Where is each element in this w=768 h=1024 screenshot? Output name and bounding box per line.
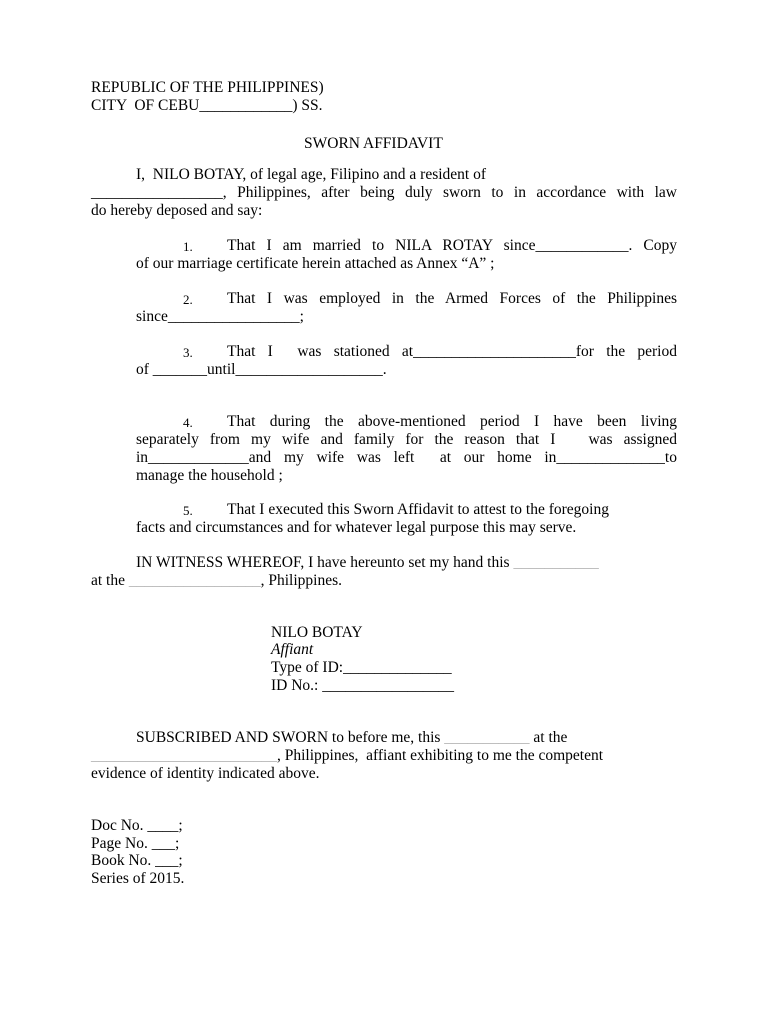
jurat-at-the: at the: [529, 729, 568, 746]
witness-place-suffix: , Philippines.: [260, 572, 343, 589]
jurat-text: SUBSCRIBED AND SWORN to before me, this: [136, 729, 445, 746]
item-number-1: 1.: [183, 239, 193, 254]
item-4-line-1: That during the above-mentioned period I have been living: [227, 413, 677, 430]
affiant-type-of-id: Type of ID:______________: [271, 659, 452, 676]
jurat-line-3: evidence of identity indicated above.: [91, 765, 320, 782]
witness-at-the: at the: [91, 572, 129, 589]
item-5-line-2: facts and circumstances and for whatever legal purpose this may serve.: [136, 519, 577, 536]
affiant-id-no: ID No.: _________________: [271, 677, 454, 694]
item-5-line-1: That I executed this Sworn Affidavit to attest to the foregoing: [227, 501, 609, 518]
item-number-5: 5.: [183, 503, 193, 518]
witness-line-1: [136, 554, 599, 572]
item-2-line-2: since_________________;: [136, 308, 304, 325]
series-year: Series of 2015.: [91, 870, 185, 887]
item-number-4: 4.: [183, 415, 193, 430]
header-city: CITY OF CEBU____________) SS.: [91, 97, 323, 114]
intro-line-2: _________________, Philippines, after being duly sworn to in accordance with law: [91, 184, 677, 201]
page-no: Page No. ___;: [91, 835, 180, 852]
intro-line-1: I, NILO BOTAY, of legal age, Filipino and a resident of: [136, 166, 487, 183]
jurat-date-blank: ___________: [444, 729, 530, 746]
affiant-name: NILO BOTAY: [271, 624, 363, 641]
item-3-line-1: That I was stationed at_____________________for the period: [227, 343, 677, 360]
item-number-2: 2.: [183, 292, 193, 307]
jurat-line-2: [91, 747, 603, 765]
book-no: Book No. ___;: [91, 852, 183, 869]
item-2-line-1: That I was employed in the Armed Forces of the Philippines: [227, 290, 677, 307]
affiant-role: Affiant: [271, 641, 314, 658]
item-4-line-2: separately from my wife and family for the reason that I was assigned: [136, 431, 677, 448]
item-1-line-1: That I am married to NILA ROTAY since____________. Copy: [227, 237, 677, 254]
item-4-line-3: in_____________and my wife was left at our home in______________to: [136, 449, 677, 466]
jurat-place-suffix: , Philippines, affiant exhibiting to me the competent: [277, 747, 604, 764]
item-3-line-2: of _______until___________________.: [136, 361, 387, 378]
item-4-line-4: manage the household ;: [136, 467, 283, 484]
witness-date-blank: ___________: [513, 554, 599, 571]
document-title: SWORN AFFIDAVIT: [304, 135, 443, 152]
jurat-line-1: [136, 729, 567, 747]
jurat-place-blank: ________________________: [91, 747, 277, 764]
intro-line-3: do hereby deposed and say:: [91, 202, 263, 219]
witness-text: IN WITNESS WHEREOF, I have hereunto set my hand this: [136, 554, 514, 571]
witness-line-2: [91, 572, 342, 590]
item-1-line-2: of our marriage certificate herein attached as Annex “A” ;: [136, 255, 495, 272]
witness-place-blank: _________________: [128, 572, 261, 589]
header-republic: REPUBLIC OF THE PHILIPPINES): [91, 79, 324, 96]
item-number-3: 3.: [183, 345, 193, 360]
doc-no: Doc No. ____;: [91, 817, 183, 834]
